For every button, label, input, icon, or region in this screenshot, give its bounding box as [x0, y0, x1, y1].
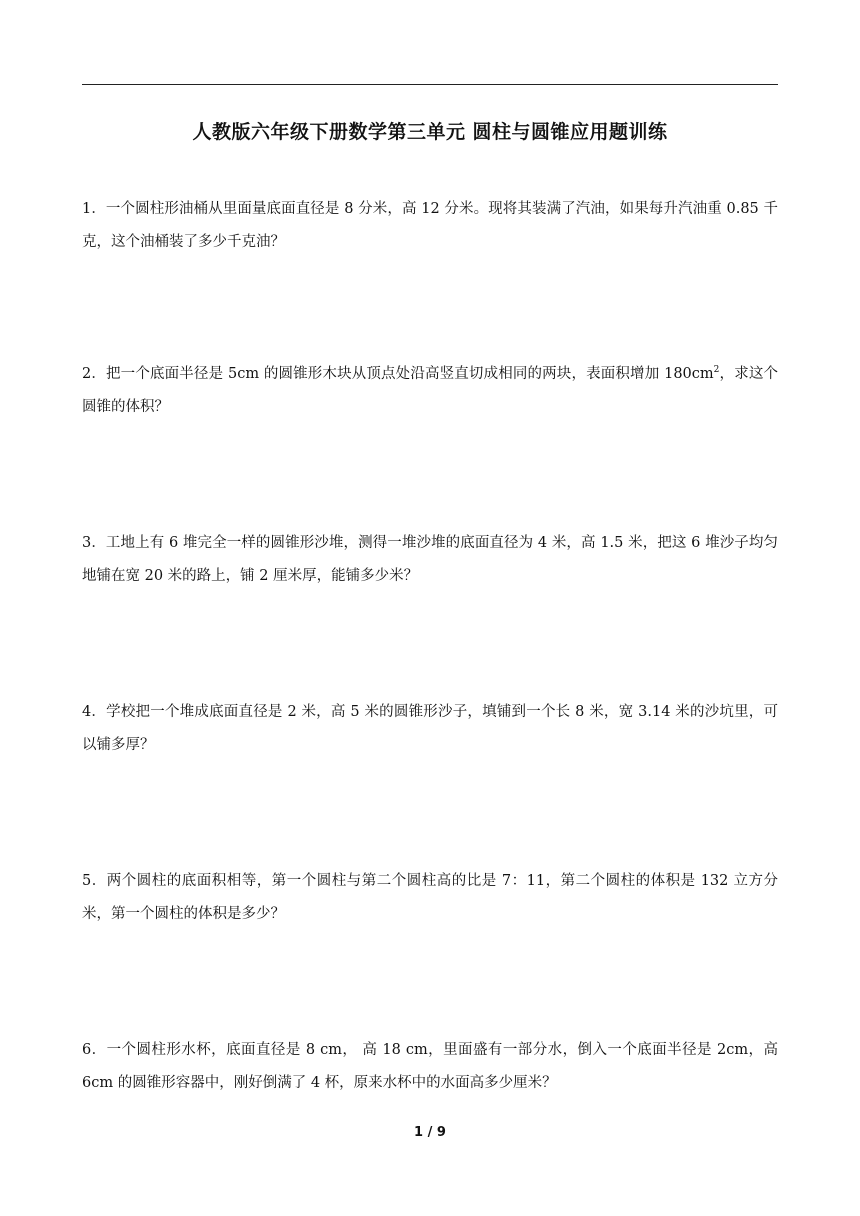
- page-number: 1 / 9: [414, 1125, 446, 1140]
- question-2-text: 2．把一个底面半径是 5cm 的圆锥形木块从顶点处沿高竖直切成相同的两块，表面积增加 180cm: [82, 366, 714, 382]
- question-5: 5．两个圆柱的底面积相等，第一个圆柱与第二个圆柱高的比是 7：11，第二个圆柱的体积是 132 立方分米，第一个圆柱的体积是多少？: [82, 873, 778, 922]
- question-4: 4．学校把一个堆成底面直径是 2 米，高 5 米的圆锥形沙子，填铺到一个长 8 米，宽 3.14 米的沙坑里，可以铺多厚？: [82, 704, 778, 753]
- header-rule: [82, 84, 778, 85]
- question-3: 3．工地上有 6 堆完全一样的圆锥形沙堆，测得一堆沙堆的底面直径为 4 米，高 1.5 米，把这 6 堆沙子均匀地铺在宽 20 米的路上，铺 2 厘米厚，能铺多少米？: [82, 535, 778, 584]
- question-2-text-end: ，求这个圆锥的体积？: [82, 366, 779, 415]
- question-2: [82, 358, 778, 424]
- question-1: 1．一个圆柱形油桶从里面量底面直径是 8 分米，高 12 分米。现将其装满了汽油，如果每升汽油重 0.85 千克，这个油桶装了多少千克油？: [82, 201, 778, 250]
- document-title: 人教版六年级下册数学第三单元 圆柱与圆锥应用题训练: [192, 121, 668, 143]
- question-2-superscript: 2: [713, 365, 720, 376]
- question-6: 6．一个圆柱形水杯，底面直径是 8 cm， 高 18 cm，里面盛有一部分水，倒入一个底面半径是 2cm，高 6cm 的圆锥形容器中，刚好倒满了 4 杯，原来水杯中的水面高多少厘米？: [82, 1042, 778, 1091]
